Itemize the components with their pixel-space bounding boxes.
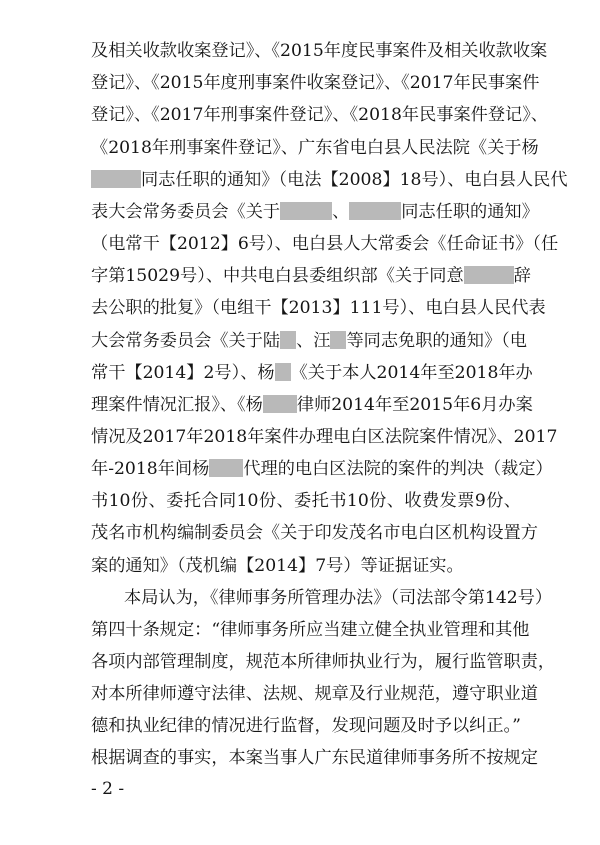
redaction-block: [209, 459, 243, 477]
text-segment: 常干【2014】2号）、杨: [91, 363, 275, 383]
text-segment: 德和执业纪律的情况进行监督，发现问题及时予以纠正。”: [91, 716, 521, 736]
text-segment: 及相关收款收案登记》、《2015年度民事案件及相关收款收案: [91, 41, 548, 61]
text-segment: 案的通知》（茂机编【2014】7号）等证据证实。: [91, 556, 464, 576]
text-line: [91, 293, 546, 323]
text-line: [91, 647, 556, 677]
text-line: [91, 100, 548, 130]
text-segment: 根据调查的事实，本案当事人广东民道律师事务所不按规定: [91, 748, 538, 768]
text-line: [91, 551, 521, 581]
text-line: [124, 583, 553, 613]
text-segment: 年-2018年间杨: [91, 459, 210, 479]
text-segment: 辞: [513, 266, 531, 286]
redaction-block: [91, 170, 141, 188]
page-number: - 2 -: [91, 779, 125, 799]
text-segment: 理案件情况汇报》、《杨: [91, 395, 263, 415]
text-segment: 表大会常务委员会《关于: [91, 202, 281, 222]
text-segment: 去公职的批复》（电组干【2013】111号）、电白县人民代表: [91, 298, 546, 318]
text-line: [91, 390, 533, 420]
text-line: [91, 133, 539, 163]
text-line: [91, 679, 538, 709]
redaction-block: [349, 202, 401, 220]
redaction-block: [330, 331, 346, 349]
text-line: [91, 711, 521, 741]
text-line: [91, 165, 568, 195]
text-segment: 登记》、《2017年刑事案件登记》、《2018年民事案件登记》、: [91, 105, 548, 125]
text-line: [91, 358, 533, 388]
text-segment: 大会常务委员会《关于陆: [91, 331, 281, 351]
text-segment: 书10份、委托合同10份、委托书10份、收费发票9份、: [91, 491, 521, 511]
text-segment: 等同志免职的通知》（电: [346, 331, 527, 351]
text-line: [91, 486, 521, 516]
text-segment: 、: [332, 202, 350, 222]
text-segment: 、汪: [296, 331, 331, 351]
text-segment: 同志任职的通知》: [401, 202, 539, 222]
redaction-block: [464, 266, 514, 284]
text-line: [91, 261, 531, 291]
redaction-block: [275, 363, 291, 381]
redaction-block: [280, 202, 332, 220]
text-line: [91, 422, 558, 452]
text-line: [91, 743, 538, 773]
text-segment: 对本所律师遵守法律、法规、规章及行业规范，遵守职业道: [91, 684, 538, 704]
text-line: [91, 229, 559, 259]
redaction-block: [280, 331, 296, 349]
text-line: [91, 326, 527, 356]
text-line: [91, 615, 530, 645]
text-segment: 字第15029号）、中共电白县委组织部《关于同意: [91, 266, 464, 286]
text-segment: 登记》、《2015年度刑事案件收案登记》、《2017年民事案件: [91, 73, 540, 93]
text-segment: 情况及2017年2018年案件办理电白区法院案件情况》、2017: [91, 427, 558, 447]
text-line: [91, 518, 538, 548]
text-line: [91, 36, 548, 66]
text-segment: 代理的电白区法院的案件的判决（裁定）: [243, 459, 553, 479]
text-segment: 各项内部管理制度，规范本所律师执业行为，履行监管职责，: [91, 652, 556, 672]
text-segment: 律师2014年至2015年6月办案: [296, 395, 533, 415]
text-line: [91, 197, 539, 227]
text-segment: 本局认为，《律师事务所管理办法》（司法部令第142号）: [124, 588, 553, 608]
text-segment: 第四十条规定：“律师事务所应当建立健全执业管理和其他: [91, 620, 530, 640]
text-line: [91, 68, 540, 98]
text-segment: （电常干【2012】6号）、电白县人大常委会《任命证书》（任: [91, 234, 559, 254]
text-line: [91, 454, 553, 484]
text-segment: 同志任职的通知》（电法【2008】18号）、电白县人民代: [141, 170, 568, 190]
text-segment: 《2018年刑事案件登记》、广东省电白县人民法院《关于杨: [91, 138, 539, 158]
text-segment: 《关于本人2014年至2018年办: [290, 363, 533, 383]
text-segment: 茂名市机构编制委员会《关于印发茂名市电白区机构设置方: [91, 523, 538, 543]
redaction-block: [263, 395, 297, 413]
